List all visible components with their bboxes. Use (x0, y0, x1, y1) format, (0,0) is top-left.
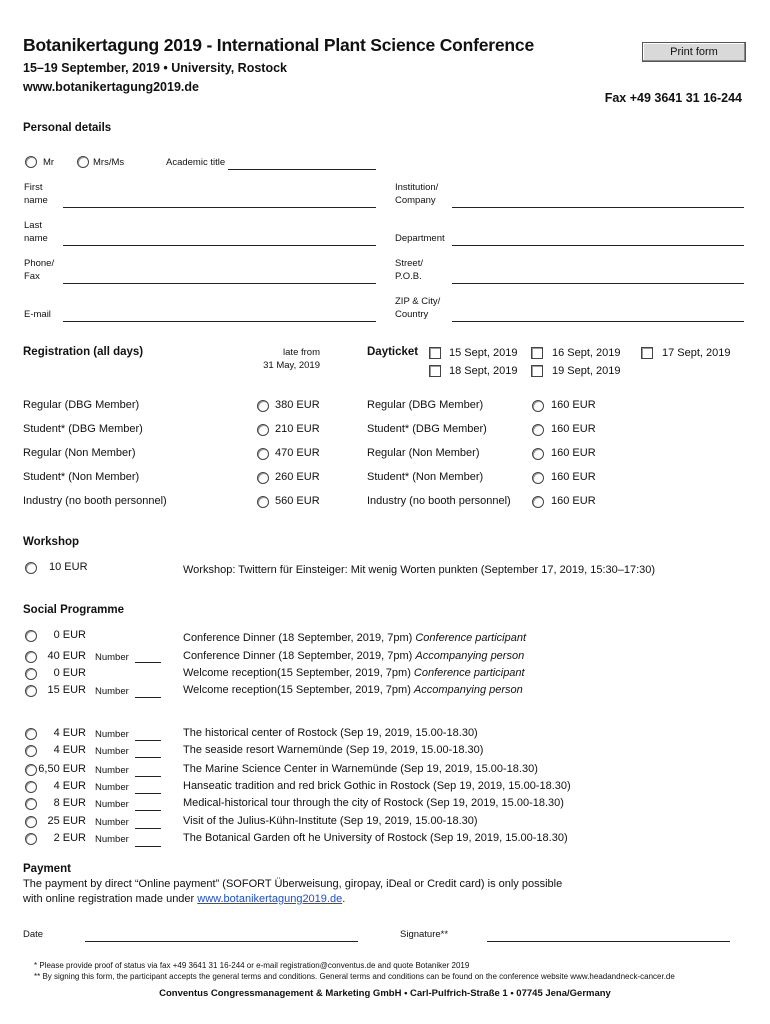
day-label: Regular (Non Member) (367, 447, 480, 459)
number-field[interactable] (135, 757, 161, 758)
day-radio[interactable] (532, 448, 544, 460)
academic-title-label: Academic title (166, 157, 226, 168)
day-19-label: 19 Sept, 2019 (552, 365, 621, 377)
tour-description: The Marine Science Center in Warnemünde (Sep 19, 2019, 15.00-18.30) (183, 763, 538, 775)
workshop-heading: Workshop (23, 536, 80, 548)
reg-radio[interactable] (257, 400, 269, 412)
number-label: Number (95, 729, 129, 740)
street-label: Street/ P.O.B. (395, 258, 423, 282)
tour-description: Medical-historical tour through the city of Rostock (Sep 19, 2019, 15.00-18.30) (183, 797, 564, 809)
dayticket-heading: Dayticket (367, 346, 419, 358)
workshop-price: 10 EUR (49, 561, 88, 573)
day-18-label: 18 Sept, 2019 (449, 365, 518, 377)
reg-label: Regular (Non Member) (23, 447, 136, 459)
zip-city-field[interactable] (452, 321, 744, 322)
tour-price: 25 EUR (47, 815, 86, 827)
day-price: 160 EUR (551, 423, 596, 435)
registration-link[interactable]: www.botanikertagung2019.de (197, 893, 343, 905)
number-field[interactable] (135, 740, 161, 741)
conference-url: www.botanikertagung2019.de (23, 80, 199, 94)
department-field[interactable] (452, 245, 744, 246)
print-form-button[interactable]: Print form (642, 42, 746, 62)
day-label: Regular (DBG Member) (367, 399, 484, 411)
reg-label: Student* (Non Member) (23, 471, 140, 483)
day-15-label: 15 Sept, 2019 (449, 347, 518, 359)
day-price: 160 EUR (551, 495, 596, 507)
email-field[interactable] (63, 321, 376, 322)
social-price: 15 EUR (47, 684, 86, 696)
tour-price: 4 EUR (53, 780, 86, 792)
number-label: Number (95, 686, 129, 697)
reg-price: 470 EUR (275, 447, 320, 459)
tour-price: 6,50 EUR (38, 763, 86, 775)
last-name-field[interactable] (63, 245, 376, 246)
payment-text: The payment by direct “Online payment” (SOFORT Überweisung, giropay, iDeal or Credit card) is only possible (23, 878, 563, 890)
number-label: Number (95, 746, 129, 757)
social-description: Conference Dinner (18 September, 2019, 7pm) Accompanying person (183, 650, 525, 662)
institution-label: Institution/ Company (395, 182, 439, 206)
social-description: Conference Dinner (18 September, 2019, 7pm) Conference participant (183, 632, 527, 644)
reg-price: 380 EUR (275, 399, 320, 411)
first-name-field[interactable] (63, 207, 376, 208)
personal-details-heading: Personal details (23, 122, 112, 134)
last-name-label: Last name (24, 220, 48, 244)
title-mrs-label: Mrs/Ms (93, 157, 125, 168)
day-19-checkbox[interactable] (531, 365, 543, 377)
day-16-checkbox[interactable] (531, 347, 543, 359)
day-16-label: 16 Sept, 2019 (552, 347, 621, 359)
signature-field[interactable] (487, 941, 730, 942)
department-label: Department (395, 233, 445, 244)
social-heading: Social Programme (23, 604, 124, 616)
number-field[interactable] (135, 846, 161, 847)
social-description: Welcome reception(15 September, 2019, 7pm) Conference participant (183, 667, 525, 679)
tour-price: 2 EUR (53, 832, 86, 844)
tour-description: The Botanical Garden oft he University of Rostock (Sep 19, 2019, 15.00-18.30) (183, 832, 568, 844)
tour-price: 4 EUR (53, 727, 86, 739)
footnote-2: ** By signing this form, the participant accepts the general terms and conditions. General terms and conditions can be found on the conference website www.headandneck-cancer.de (34, 972, 675, 981)
day-radio[interactable] (532, 472, 544, 484)
tour-price: 4 EUR (53, 744, 86, 756)
footer-company: Conventus Congressmanagement & Marketing GmbH • Carl-Pulfrich-Straße 1 • 07745 Jena/Germany (159, 988, 611, 999)
reg-label: Regular (DBG Member) (23, 399, 140, 411)
payment-text-2: with online registration made under www.botanikertagung2019.de. (23, 893, 346, 905)
reg-radio[interactable] (257, 472, 269, 484)
number-label: Number (95, 834, 129, 845)
signature-label: Signature** (400, 929, 449, 940)
registration-heading: Registration (all days) (23, 346, 144, 358)
date-label: Date (23, 929, 44, 940)
day-price: 160 EUR (551, 399, 596, 411)
tour-description: The seaside resort Warnemünde (Sep 19, 2019, 15.00-18.30) (183, 744, 484, 756)
number-field[interactable] (135, 810, 161, 811)
academic-title-field[interactable] (228, 169, 376, 170)
number-label: Number (95, 782, 129, 793)
social-price: 40 EUR (47, 650, 86, 662)
day-label: Student* (Non Member) (367, 471, 484, 483)
day-price: 160 EUR (551, 471, 596, 483)
zip-city-label: ZIP & City/ Country (395, 296, 441, 320)
number-label: Number (95, 817, 129, 828)
social-description: Welcome reception(15 September, 2019, 7pm) Accompanying person (183, 684, 523, 696)
reg-radio[interactable] (257, 448, 269, 460)
reg-radio[interactable] (257, 496, 269, 508)
tour-description: The historical center of Rostock (Sep 19, 2019, 15.00-18.30) (183, 727, 478, 739)
institution-field[interactable] (452, 207, 744, 208)
title-mr-radio[interactable] (25, 156, 37, 168)
reg-radio[interactable] (257, 424, 269, 436)
first-name-label: First name (24, 182, 48, 206)
day-radio[interactable] (532, 400, 544, 412)
day-price: 160 EUR (551, 447, 596, 459)
number-field[interactable] (135, 697, 161, 698)
phone-fax-field[interactable] (63, 283, 376, 284)
tour-description: Visit of the Julius-Kühn-Institute (Sep 19, 2019, 15.00-18.30) (183, 815, 478, 827)
street-field[interactable] (452, 283, 744, 284)
number-field[interactable] (135, 662, 161, 663)
day-17-checkbox[interactable] (641, 347, 653, 359)
social-price: 0 EUR (53, 629, 86, 641)
workshop-description: Workshop: Twittern für Einsteiger: Mit wenig Worten punkten (September 17, 2019, 15:30–17:30) (183, 564, 656, 576)
social-price: 0 EUR (53, 667, 86, 679)
day-radio[interactable] (532, 496, 544, 508)
fax-number: Fax +49 3641 31 16-244 (604, 91, 742, 105)
day-label: Industry (no booth personnel) (367, 495, 511, 507)
number-field[interactable] (135, 776, 161, 777)
number-label: Number (95, 652, 129, 663)
number-label: Number (95, 765, 129, 776)
day-15-checkbox[interactable] (429, 347, 441, 359)
number-field[interactable] (135, 793, 161, 794)
tour-price: 8 EUR (53, 797, 86, 809)
tour-description: Hanseatic tradition and red brick Gothic in Rostock (Sep 19, 2019, 15.00-18.30) (183, 780, 571, 792)
conference-dates: 15–19 September, 2019 • University, Rostock (23, 61, 288, 75)
date-field[interactable] (85, 941, 358, 942)
title-mrs-radio[interactable] (77, 156, 89, 168)
day-label: Student* (DBG Member) (367, 423, 487, 435)
day-18-checkbox[interactable] (429, 365, 441, 377)
payment-heading: Payment (23, 863, 71, 875)
number-field[interactable] (135, 828, 161, 829)
reg-price: 260 EUR (275, 471, 320, 483)
footnote-1: * Please provide proof of status via fax +49 3641 31 16-244 or e-mail registration@conventus.de and quote Botaniker 2019 (34, 961, 470, 970)
reg-price: 560 EUR (275, 495, 320, 507)
email-label: E-mail (24, 309, 51, 320)
day-radio[interactable] (532, 424, 544, 436)
number-label: Number (95, 799, 129, 810)
title-mr-label: Mr (43, 157, 55, 168)
day-17-label: 17 Sept, 2019 (662, 347, 731, 359)
reg-label: Industry (no booth personnel) (23, 495, 167, 507)
reg-price: 210 EUR (275, 423, 320, 435)
phone-fax-label: Phone/ Fax (24, 258, 55, 282)
form-title: Botanikertagung 2019 - International Plant Science Conference (23, 35, 534, 55)
workshop-radio[interactable] (25, 562, 37, 574)
late-from-label: late from 31 May, 2019 (263, 347, 320, 371)
reg-label: Student* (DBG Member) (23, 423, 143, 435)
